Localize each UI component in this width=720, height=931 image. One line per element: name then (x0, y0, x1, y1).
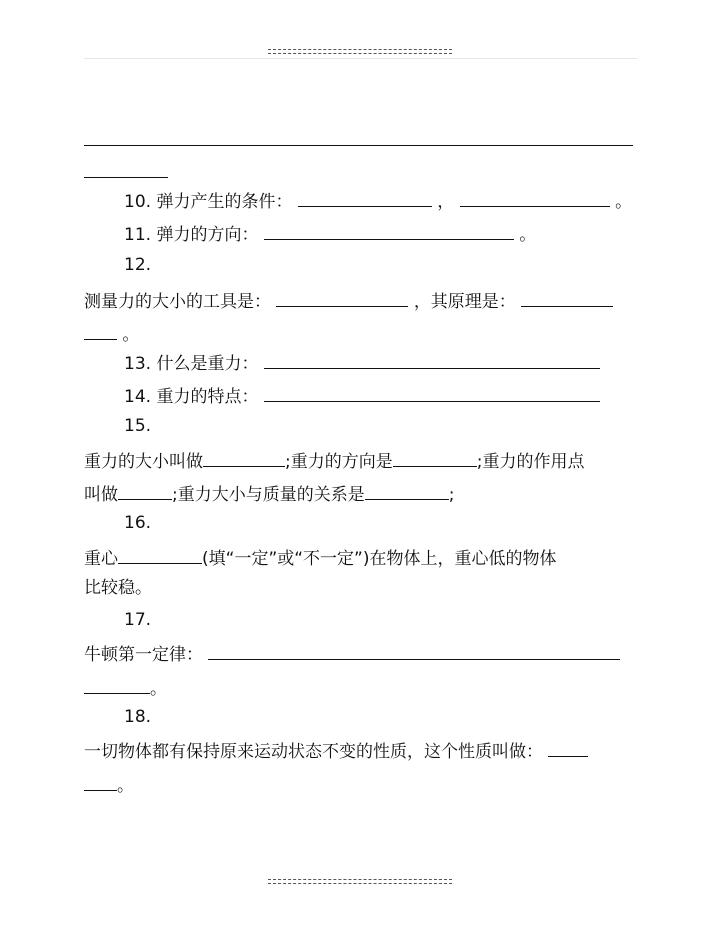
question-number: 11. (124, 225, 152, 245)
answer-blank[interactable] (365, 480, 449, 500)
question-text: ;重力大小与质量的关系是 (172, 485, 365, 505)
answer-blank[interactable] (84, 320, 117, 340)
question-number: 17. (124, 610, 152, 630)
question-11 (124, 220, 536, 247)
question-text: (填“一定”或“不一定”)在物体上，重心低的物体 (202, 549, 557, 569)
question-text: 弹力产生的条件： (156, 192, 293, 212)
question-text: ;重力的作用点 (476, 452, 585, 472)
question-number: 12. (124, 255, 152, 275)
end-mark: 。 (117, 776, 134, 796)
question-12-cont (84, 320, 139, 347)
answer-blank[interactable] (203, 447, 285, 467)
question-number: 14. (124, 387, 152, 407)
answer-line (84, 177, 168, 178)
header-decoration (268, 49, 452, 54)
separator: ， (437, 192, 455, 212)
question-15-cont (84, 480, 454, 507)
answer-blank[interactable] (84, 674, 150, 694)
question-number: 18. (124, 707, 152, 727)
question-12 (84, 287, 613, 314)
question-text: 什么是重力： (156, 354, 259, 374)
question-18 (84, 737, 588, 764)
question-text: 测量力的大小的工具是： (84, 292, 271, 312)
question-15 (84, 447, 584, 474)
answer-blank[interactable] (118, 480, 172, 500)
answer-blank[interactable] (298, 187, 432, 207)
answer-blank[interactable] (521, 287, 613, 307)
end-mark: 。 (615, 192, 633, 212)
answer-blank[interactable] (118, 544, 202, 564)
question-16 (84, 544, 557, 571)
question-number: 10. (124, 192, 152, 212)
answer-blank[interactable] (264, 382, 600, 402)
end-mark: 。 (122, 325, 140, 345)
answer-blank[interactable] (276, 287, 408, 307)
answer-blank[interactable] (460, 187, 610, 207)
question-number: 13. (124, 354, 152, 374)
header-rule (84, 58, 637, 59)
question-text: 叫做 (84, 485, 118, 505)
question-14 (124, 382, 600, 409)
answer-blank[interactable] (84, 771, 117, 791)
footer-decoration (268, 879, 452, 884)
answer-blank[interactable] (393, 447, 477, 467)
answer-line (84, 145, 633, 146)
question-10 (124, 187, 632, 214)
question-18-cont (84, 771, 134, 798)
end-mark: 。 (519, 225, 537, 245)
question-text: ; (448, 485, 455, 505)
question-text: 比较稳。 (84, 578, 152, 598)
question-text: 重力的特点： (156, 387, 259, 407)
question-text: ;重力的方向是 (285, 452, 393, 472)
question-text: ，其原理是： (413, 292, 516, 312)
question-text: 重心 (84, 549, 118, 569)
question-text: 一切物体都有保持原来运动状态不变的性质，这个性质叫做： (84, 742, 543, 762)
answer-blank[interactable] (548, 737, 588, 757)
answer-blank[interactable] (264, 220, 514, 240)
question-text: 牛顿第一定律： (84, 645, 203, 665)
question-number: 15. (124, 416, 152, 436)
question-17-cont (84, 674, 167, 701)
answer-blank[interactable] (208, 640, 620, 660)
end-mark: 。 (150, 679, 167, 699)
question-text: 弹力的方向： (156, 225, 259, 245)
question-text: 重力的大小叫做 (84, 452, 203, 472)
question-13 (124, 349, 600, 376)
answer-blank[interactable] (264, 349, 600, 369)
question-17 (84, 640, 620, 667)
question-number: 16. (124, 513, 152, 533)
